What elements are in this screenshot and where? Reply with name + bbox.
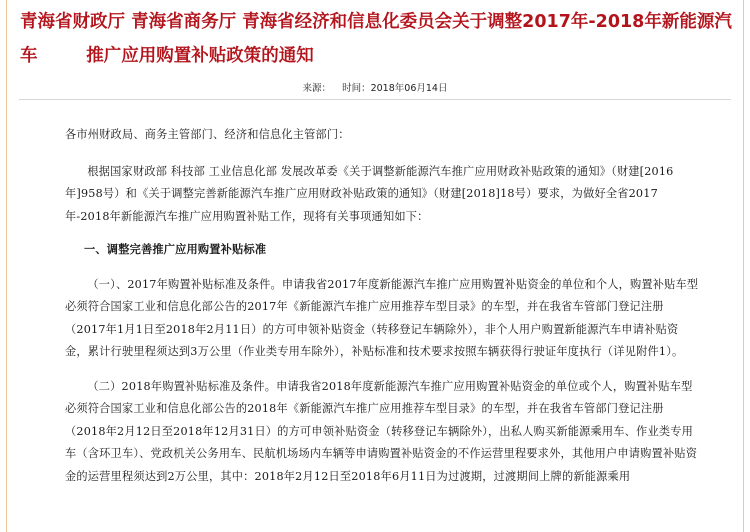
article-title-line-1: 青海省财政厅 青海省商务厅 青海省经济和信息化委员会关于调整2017年-2018年新能源汽 (20, 12, 732, 32)
body-paragraph-2: （二）2018年购置补贴标准及条件。申请我省2018年度新能源汽车推广应用购置补贴资金的单位或个人，购置补贴车型必须符合国家工业和信息化部公告的2018年《新能源汽车推广应用推荐车型目录》的车型，并在我省车管部门登记注册（2018年2月12日至2018年12月31日）的方可申领补贴资金（转移登记车辆除外），出私人购买新能源乘用车、作业类专用车（含环卫车）、党政机关公务用车、民航机场场内车辆等申请购置补贴资金的不作运营里程要求外，其他用户申请购置补贴资金的运营里程须达到2万公里，其中：2018年2月12日至2018年6月11日为过渡期，过渡期间上牌的新能源乘用 (65, 379, 698, 483)
article-title (20, 5, 735, 73)
article-frame (6, 0, 744, 532)
source-label: 来源： (302, 83, 332, 94)
meta-divider (19, 99, 731, 100)
article-meta (7, 80, 743, 94)
article-body (65, 124, 701, 500)
section-heading: 一、调整完善推广应用购置补贴标准 (84, 243, 267, 256)
salutation: 各市州财政局、商务主管部门、经济和信息化主管部门： (65, 128, 350, 141)
body-paragraph-1: （一）、2017年购置补贴标准及条件。申请我省2017年度新能源汽车推广应用购置补贴资金的单位和个人，购置补贴车型必须符合国家工业和信息化部公告的2017年《新能源汽车推广应用推荐车型目录》的车型，并在我省车管部门登记注册（2017年1月1日至2018年2月11日）的方可申领补贴资金（转移登记车辆除外），非个人用户购置新能源汽车申请补贴资金，累计行驶里程须达到3万公里（作业类专用车除外），补贴标准和技术要求按照车辆获得行驶证年度执行（详见附件1）。 (65, 277, 699, 358)
intro-paragraph: 根据国家财政部 科技部 工业信息化部 发展改革委《关于调整新能源汽车推广应用财政补贴政策的通知》（财建[2016年]958号）和《关于调整完善新能源汽车推广应用财政补贴政策的通知》（财建[2018]18号）要求，为做好全省2017年-2018年新能源汽车推广应用购置补贴工作，现将有关事项通知如下： (65, 164, 674, 223)
article-title-line-2: 车 推广应用购置补贴政策的通知 (20, 46, 314, 66)
publish-time: 时间：2018年06月14日 (342, 83, 448, 94)
